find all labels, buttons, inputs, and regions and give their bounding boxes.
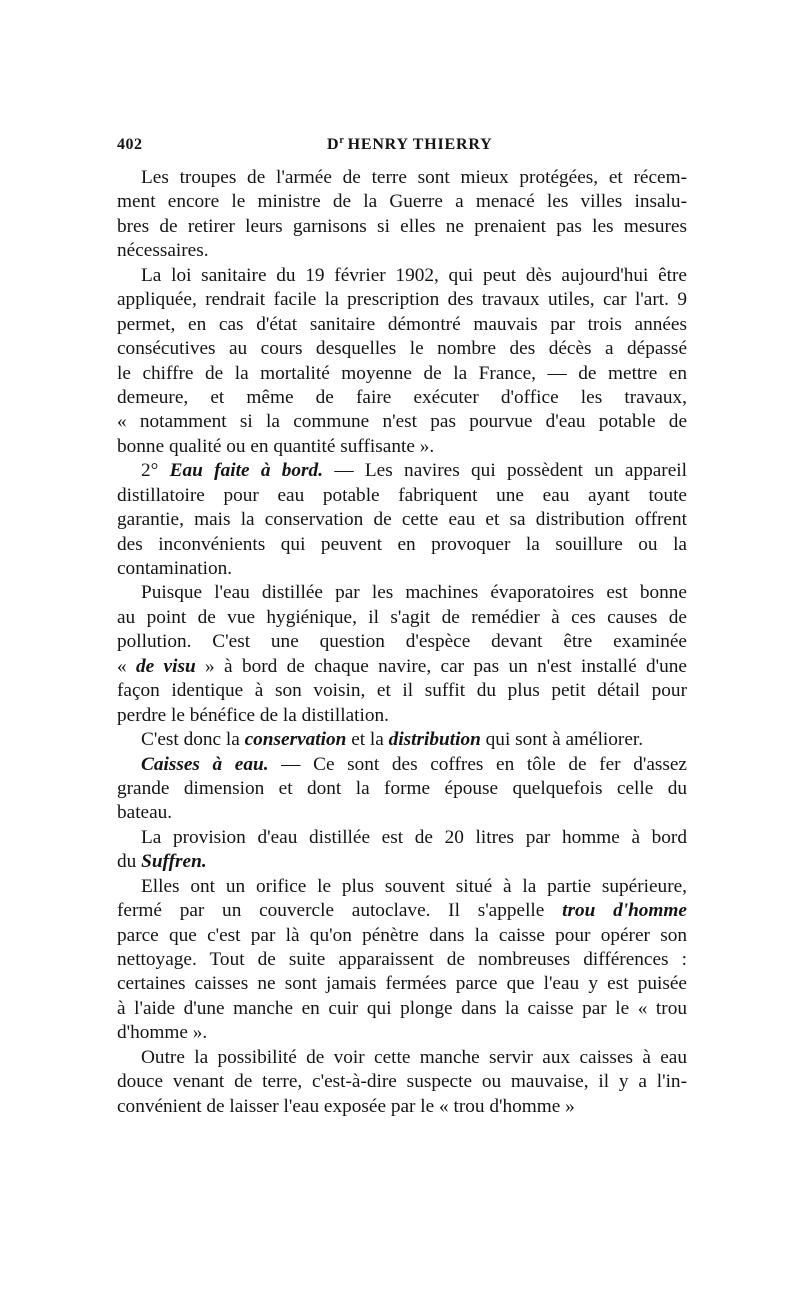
italic-text: distribution [388,729,481,751]
text-segment: Elles ont un orifice le plus souvent situé à la partie supérieure, [141,875,687,897]
text-segment: ment encore le ministre de la Guerre a menacé les villes insalu- [117,191,687,213]
text-segment: grande dimension et dont la forme épouse quelquefois celle du [117,777,687,799]
text-segment: appliquée, rendrait facile la prescription des travaux utiles, car l'art. 9 [117,289,687,311]
text-segment: parce que c'est par là qu'on pénètre dans la caisse pour opérer son [117,924,687,946]
text-line [117,215,687,239]
text-segment: — Les navires qui possèdent un appareil [323,460,687,482]
text-line [117,508,687,532]
text-line [117,435,687,459]
italic-text: Eau faite à bord. [169,460,324,482]
text-line [117,704,687,728]
italic-text: de visu [136,655,196,677]
italic-text: Suffren. [141,851,207,873]
running-head-abbrev: D [327,136,340,153]
text-line [117,533,687,557]
text-segment: Outre la possibilité de voir cette manche servir aux caisses à eau [141,1046,687,1068]
text-segment: demeure, et même de faire exécuter d'office les travaux, [117,386,687,408]
text-line [117,948,687,972]
running-head-name: HENRY THIERRY [347,136,493,153]
text-segment: douce venant de terre, c'est-à-dire suspecte ou mauvaise, il y a l'in- [117,1071,687,1093]
page-header [117,136,687,158]
running-head [327,136,492,154]
text-line [117,826,687,850]
text-segment: au point de vue hygiénique, il s'agit de remédier à ces causes de [117,606,687,628]
text-segment: bateau. [117,802,173,824]
text-segment: C'est donc la [141,729,245,751]
text-segment: perdre le bénéfice de la distillation. [117,704,389,726]
text-segment: à l'aide d'une manche en cuir qui plonge dans la caisse par le « trou [117,997,687,1019]
text-line [117,459,687,483]
text-segment: le chiffre de la mortalité moyenne de la France, — de mettre en [117,362,687,384]
text-segment: contamination. [117,558,233,579]
text-line [117,777,687,801]
text-segment: fermé par un couvercle autoclave. Il s'appelle [117,900,563,922]
text-line [117,288,687,312]
text-segment: du [117,851,142,873]
text-segment: permet, en cas d'état sanitaire démontré mauvais par trois années [117,313,687,335]
text-line [117,239,687,263]
italic-text: conservation [244,729,347,751]
text-line [117,1046,687,1070]
text-segment: consécutives au cours desquelles le nombre des décès a dépassé [117,338,687,360]
text-line [117,753,687,777]
text-segment: nettoyage. Tout de suite apparaissent de nombreuses différences : [117,949,687,970]
text-segment: 2° [141,460,170,482]
text-line [117,997,687,1021]
text-line [117,386,687,410]
text-line [117,630,687,654]
text-line [117,972,687,996]
text-segment: des inconvénients qui peuvent en provoquer la souillure ou la [117,533,687,555]
text-segment: La provision d'eau distillée est de 20 litres par homme à bord [141,826,687,848]
text-segment: garantie, mais la conservation de cette eau et sa distribution offrent [117,509,687,531]
text-line [117,1070,687,1094]
text-segment: distillatoire pour eau potable fabriquent une eau ayant toute [117,484,687,506]
body-text [117,166,687,1119]
text-line [117,484,687,508]
text-segment: façon identique à son voisin, et il suffit du plus petit détail pour [117,680,687,702]
text-segment: La loi sanitaire du 19 février 1902, qui peut dès aujourd'hui être [141,264,687,286]
text-line [117,337,687,361]
text-line [117,1021,687,1045]
text-line [117,850,687,874]
text-segment: « [117,655,136,677]
italic-text: trou d'homme [562,900,687,922]
text-segment: Les troupes de l'armée de terre sont mieux protégées, et récem- [141,167,687,188]
text-segment: d'homme ». [117,1022,208,1044]
text-segment: » à bord de chaque navire, car pas un n'est installé d'une [195,655,687,677]
text-line [117,655,687,679]
page-number: 402 [117,136,143,153]
text-line [117,166,687,190]
text-line [117,581,687,605]
text-line [117,728,687,752]
text-segment: et la [346,729,389,751]
text-line [117,1095,687,1119]
text-segment: bres de retirer leurs garnisons si elles ne prenaient pas les mesures [117,215,687,237]
text-line [117,410,687,434]
text-segment: convénient de laisser l'eau exposée par le « trou d'homme » [117,1095,575,1117]
text-line [117,924,687,948]
text-segment: « notamment si la commune n'est pas pourvue d'eau potable de [117,411,687,433]
text-line [117,801,687,825]
text-segment: Puisque l'eau distillée par les machines évaporatoires est bonne [141,582,687,604]
text-segment: bonne qualité ou en quantité suffisante ». [117,435,435,457]
text-line [117,313,687,337]
text-segment: — Ce sont des coffres en tôle de fer d'assez [268,753,687,775]
running-head-abbrev-sup: r [339,135,345,146]
text-line [117,899,687,923]
text-line [117,606,687,630]
text-segment: qui sont à améliorer. [480,729,644,751]
text-line [117,264,687,288]
text-line [117,190,687,214]
text-line [117,875,687,899]
text-line [117,557,687,581]
text-segment: certaines caisses ne sont jamais fermées parce que l'eau y est puisée [117,973,687,995]
text-segment: pollution. C'est une question d'espèce devant être examinée [117,631,687,653]
text-segment: nécessaires. [117,240,209,262]
text-line [117,679,687,703]
italic-text: Caisses à eau. [141,753,269,775]
text-line [117,362,687,386]
